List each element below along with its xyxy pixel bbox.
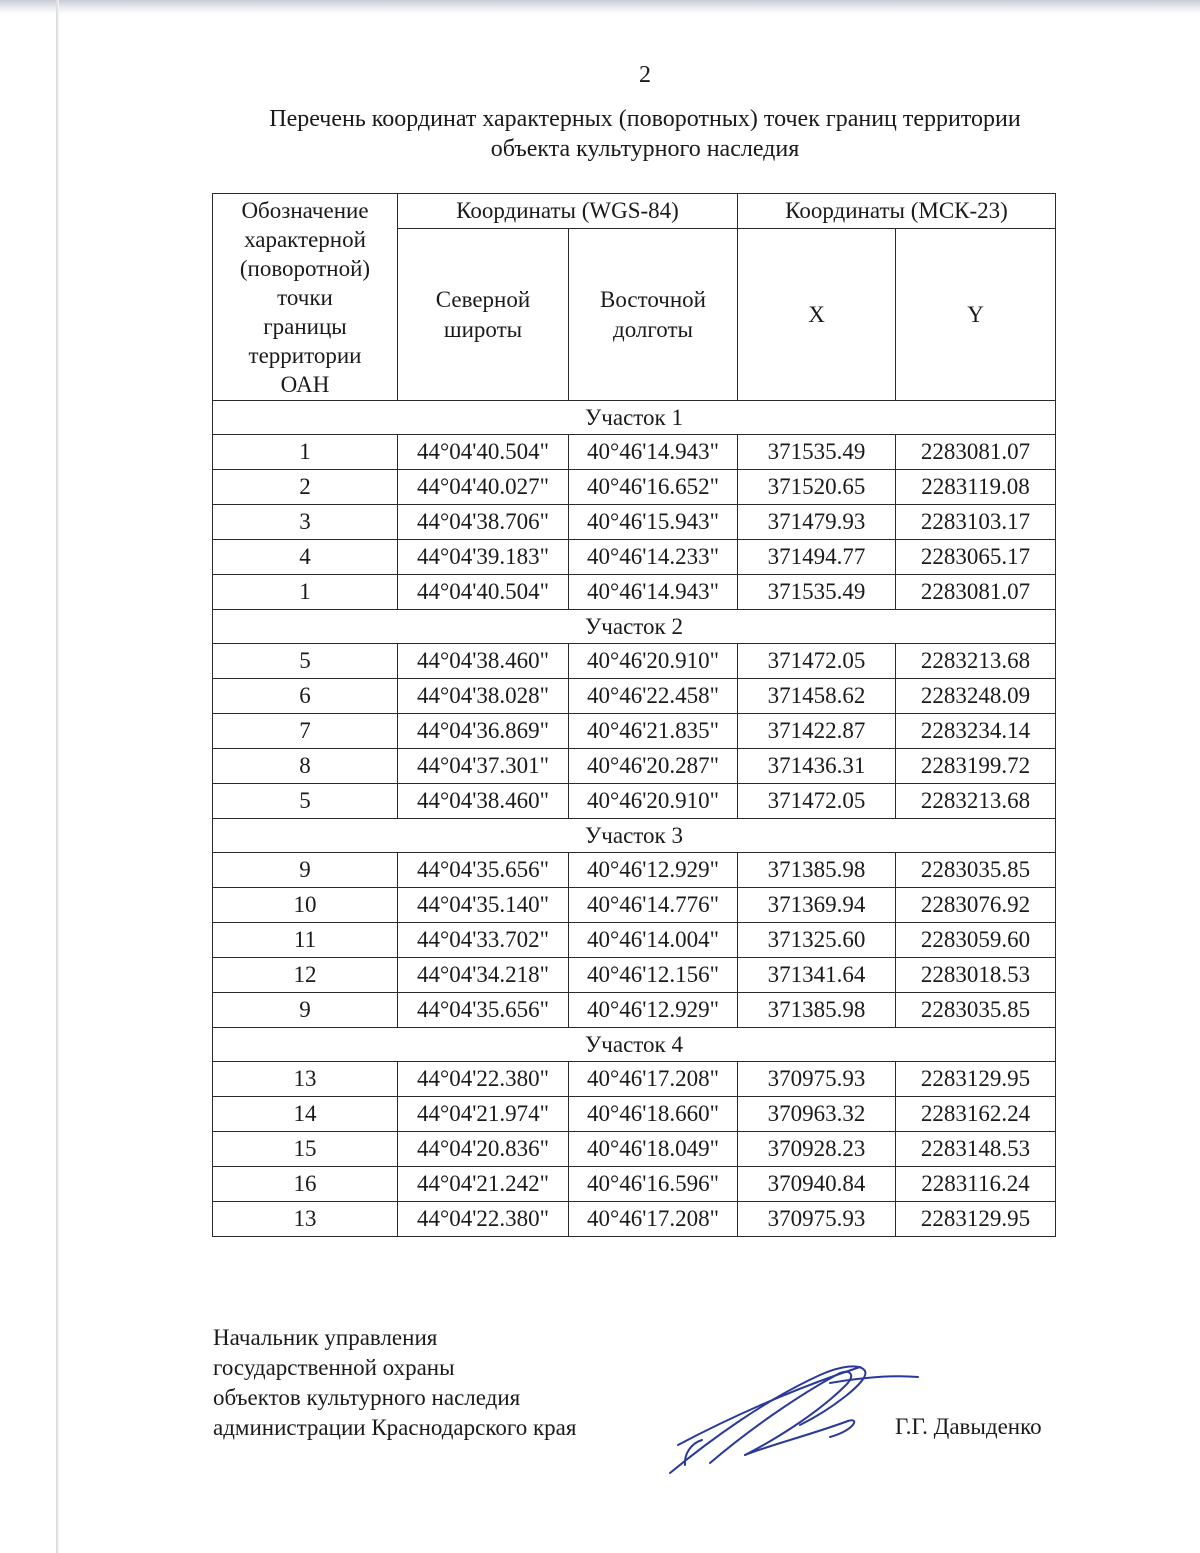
- table-row: [213, 505, 1056, 540]
- cell-latitude: 44°04'22.380": [398, 1062, 569, 1097]
- cell-y: 2283213.68: [896, 644, 1056, 679]
- cell-x: 371369.94: [738, 888, 896, 923]
- scan-edge-left: [56, 0, 59, 1553]
- cell-point: 7: [213, 714, 398, 749]
- cell-point: 13: [213, 1062, 398, 1097]
- cell-x: 370975.93: [738, 1062, 896, 1097]
- header-designation: Обозначение характерной (поворотной) точки границы территории ОАН: [213, 194, 398, 401]
- cell-latitude: 44°04'40.504": [398, 435, 569, 470]
- position-line: государственной охраны: [213, 1355, 455, 1380]
- cell-latitude: 44°04'34.218": [398, 958, 569, 993]
- section-row: [213, 401, 1056, 435]
- table-row: [213, 888, 1056, 923]
- header-wgs84: Координаты (WGS-84): [398, 194, 738, 229]
- cell-longitude: 40°46'17.208": [569, 1202, 738, 1237]
- section-title: Участок 2: [213, 610, 1056, 644]
- table-row: [213, 958, 1056, 993]
- cell-y: 2283248.09: [896, 679, 1056, 714]
- cell-latitude: 44°04'20.836": [398, 1132, 569, 1167]
- document-title: [200, 104, 1090, 164]
- handwritten-signature: [650, 1345, 930, 1495]
- cell-point: 1: [213, 575, 398, 610]
- cell-latitude: 44°04'33.702": [398, 923, 569, 958]
- cell-latitude: 44°04'38.460": [398, 644, 569, 679]
- cell-x: 370975.93: [738, 1202, 896, 1237]
- section-title: Участок 1: [213, 401, 1056, 435]
- cell-longitude: 40°46'20.910": [569, 644, 738, 679]
- cell-longitude: 40°46'14.943": [569, 435, 738, 470]
- table-row: [213, 575, 1056, 610]
- table-body: [213, 401, 1056, 1237]
- cell-point: 15: [213, 1132, 398, 1167]
- cell-latitude: 44°04'21.242": [398, 1167, 569, 1202]
- cell-x: 370940.84: [738, 1167, 896, 1202]
- cell-latitude: 44°04'35.656": [398, 853, 569, 888]
- cell-y: 2283129.95: [896, 1202, 1056, 1237]
- title-line-2: объекта культурного наследия: [490, 136, 800, 162]
- table-row: [213, 1132, 1056, 1167]
- cell-longitude: 40°46'12.156": [569, 958, 738, 993]
- scan-edge-top: [0, 0, 1200, 14]
- table-row: [213, 1062, 1056, 1097]
- cell-x: 371535.49: [738, 435, 896, 470]
- header-msk23: Координаты (МСК-23): [738, 194, 1056, 229]
- cell-longitude: 40°46'14.776": [569, 888, 738, 923]
- cell-longitude: 40°46'12.929": [569, 853, 738, 888]
- cell-latitude: 44°04'36.869": [398, 714, 569, 749]
- cell-point: 9: [213, 993, 398, 1028]
- header-y: Y: [896, 229, 1056, 401]
- cell-y: 2283199.72: [896, 749, 1056, 784]
- cell-x: 371479.93: [738, 505, 896, 540]
- table-row: [213, 470, 1056, 505]
- cell-y: 2283059.60: [896, 923, 1056, 958]
- cell-longitude: 40°46'22.458": [569, 679, 738, 714]
- cell-longitude: 40°46'14.233": [569, 540, 738, 575]
- cell-x: 371472.05: [738, 784, 896, 819]
- table-row: [213, 679, 1056, 714]
- cell-latitude: 44°04'37.301": [398, 749, 569, 784]
- signatory-position: [213, 1323, 576, 1443]
- cell-y: 2283116.24: [896, 1167, 1056, 1202]
- cell-longitude: 40°46'20.287": [569, 749, 738, 784]
- section-row: [213, 819, 1056, 853]
- section-title: Участок 3: [213, 819, 1056, 853]
- page-number: 2: [639, 62, 651, 88]
- cell-point: 10: [213, 888, 398, 923]
- cell-y: 2283119.08: [896, 470, 1056, 505]
- cell-y: 2283148.53: [896, 1132, 1056, 1167]
- cell-latitude: 44°04'35.656": [398, 993, 569, 1028]
- section-row: [213, 1028, 1056, 1062]
- cell-point: 8: [213, 749, 398, 784]
- cell-x: 370963.32: [738, 1097, 896, 1132]
- cell-point: 4: [213, 540, 398, 575]
- cell-longitude: 40°46'14.943": [569, 575, 738, 610]
- cell-longitude: 40°46'16.596": [569, 1167, 738, 1202]
- cell-latitude: 44°04'38.028": [398, 679, 569, 714]
- cell-y: 2283081.07: [896, 435, 1056, 470]
- cell-y: 2283035.85: [896, 853, 1056, 888]
- cell-y: 2283035.85: [896, 993, 1056, 1028]
- signatory-name: Г.Г. Давыденко: [895, 1414, 1042, 1439]
- table-row: [213, 784, 1056, 819]
- cell-longitude: 40°46'14.004": [569, 923, 738, 958]
- cell-longitude: 40°46'15.943": [569, 505, 738, 540]
- cell-x: 370928.23: [738, 1132, 896, 1167]
- table-row: [213, 749, 1056, 784]
- header-x: X: [738, 229, 896, 401]
- section-row: [213, 610, 1056, 644]
- cell-point: 13: [213, 1202, 398, 1237]
- cell-latitude: 44°04'40.027": [398, 470, 569, 505]
- cell-y: 2283234.14: [896, 714, 1056, 749]
- cell-x: 371325.60: [738, 923, 896, 958]
- cell-point: 16: [213, 1167, 398, 1202]
- cell-longitude: 40°46'18.049": [569, 1132, 738, 1167]
- cell-x: 371436.31: [738, 749, 896, 784]
- table-row: [213, 644, 1056, 679]
- cell-latitude: 44°04'22.380": [398, 1202, 569, 1237]
- cell-x: 371472.05: [738, 644, 896, 679]
- table-row: [213, 993, 1056, 1028]
- cell-longitude: 40°46'17.208": [569, 1062, 738, 1097]
- cell-point: 14: [213, 1097, 398, 1132]
- cell-point: 11: [213, 923, 398, 958]
- cell-y: 2283076.92: [896, 888, 1056, 923]
- cell-latitude: 44°04'38.706": [398, 505, 569, 540]
- cell-y: 2283065.17: [896, 540, 1056, 575]
- cell-point: 2: [213, 470, 398, 505]
- table-row: [213, 714, 1056, 749]
- header-east-longitude: Восточной долготы: [569, 229, 738, 401]
- cell-point: 5: [213, 784, 398, 819]
- table-row: [213, 435, 1056, 470]
- table-row: [213, 1202, 1056, 1237]
- cell-latitude: 44°04'21.974": [398, 1097, 569, 1132]
- cell-latitude: 44°04'38.460": [398, 784, 569, 819]
- cell-x: 371385.98: [738, 993, 896, 1028]
- cell-x: 371341.64: [738, 958, 896, 993]
- cell-point: 9: [213, 853, 398, 888]
- cell-longitude: 40°46'21.835": [569, 714, 738, 749]
- cell-longitude: 40°46'12.929": [569, 993, 738, 1028]
- cell-y: 2283081.07: [896, 575, 1056, 610]
- cell-x: 371458.62: [738, 679, 896, 714]
- cell-point: 5: [213, 644, 398, 679]
- header-north-latitude: Северной широты: [398, 229, 569, 401]
- cell-point: 1: [213, 435, 398, 470]
- cell-point: 12: [213, 958, 398, 993]
- title-line-1: Перечень координат характерных (поворотных) точек границ территории: [269, 106, 1021, 132]
- section-title: Участок 4: [213, 1028, 1056, 1062]
- position-line: администрации Краснодарского края: [213, 1415, 577, 1440]
- cell-point: 6: [213, 679, 398, 714]
- cell-y: 2283103.17: [896, 505, 1056, 540]
- cell-latitude: 44°04'40.504": [398, 575, 569, 610]
- cell-latitude: 44°04'35.140": [398, 888, 569, 923]
- table-row: [213, 1167, 1056, 1202]
- table-row: [213, 1097, 1056, 1132]
- cell-y: 2283213.68: [896, 784, 1056, 819]
- cell-y: 2283162.24: [896, 1097, 1056, 1132]
- position-line: Начальник управления: [213, 1325, 438, 1350]
- cell-x: 371385.98: [738, 853, 896, 888]
- cell-x: 371422.87: [738, 714, 896, 749]
- cell-longitude: 40°46'20.910": [569, 784, 738, 819]
- table-row: [213, 853, 1056, 888]
- coordinates-table: [212, 193, 1056, 1237]
- table-row: [213, 923, 1056, 958]
- table-row: [213, 540, 1056, 575]
- cell-longitude: 40°46'18.660": [569, 1097, 738, 1132]
- cell-x: 371494.77: [738, 540, 896, 575]
- cell-x: 371520.65: [738, 470, 896, 505]
- cell-point: 3: [213, 505, 398, 540]
- cell-longitude: 40°46'16.652": [569, 470, 738, 505]
- cell-x: 371535.49: [738, 575, 896, 610]
- position-line: объектов культурного наследия: [213, 1385, 521, 1410]
- cell-y: 2283129.95: [896, 1062, 1056, 1097]
- cell-latitude: 44°04'39.183": [398, 540, 569, 575]
- cell-y: 2283018.53: [896, 958, 1056, 993]
